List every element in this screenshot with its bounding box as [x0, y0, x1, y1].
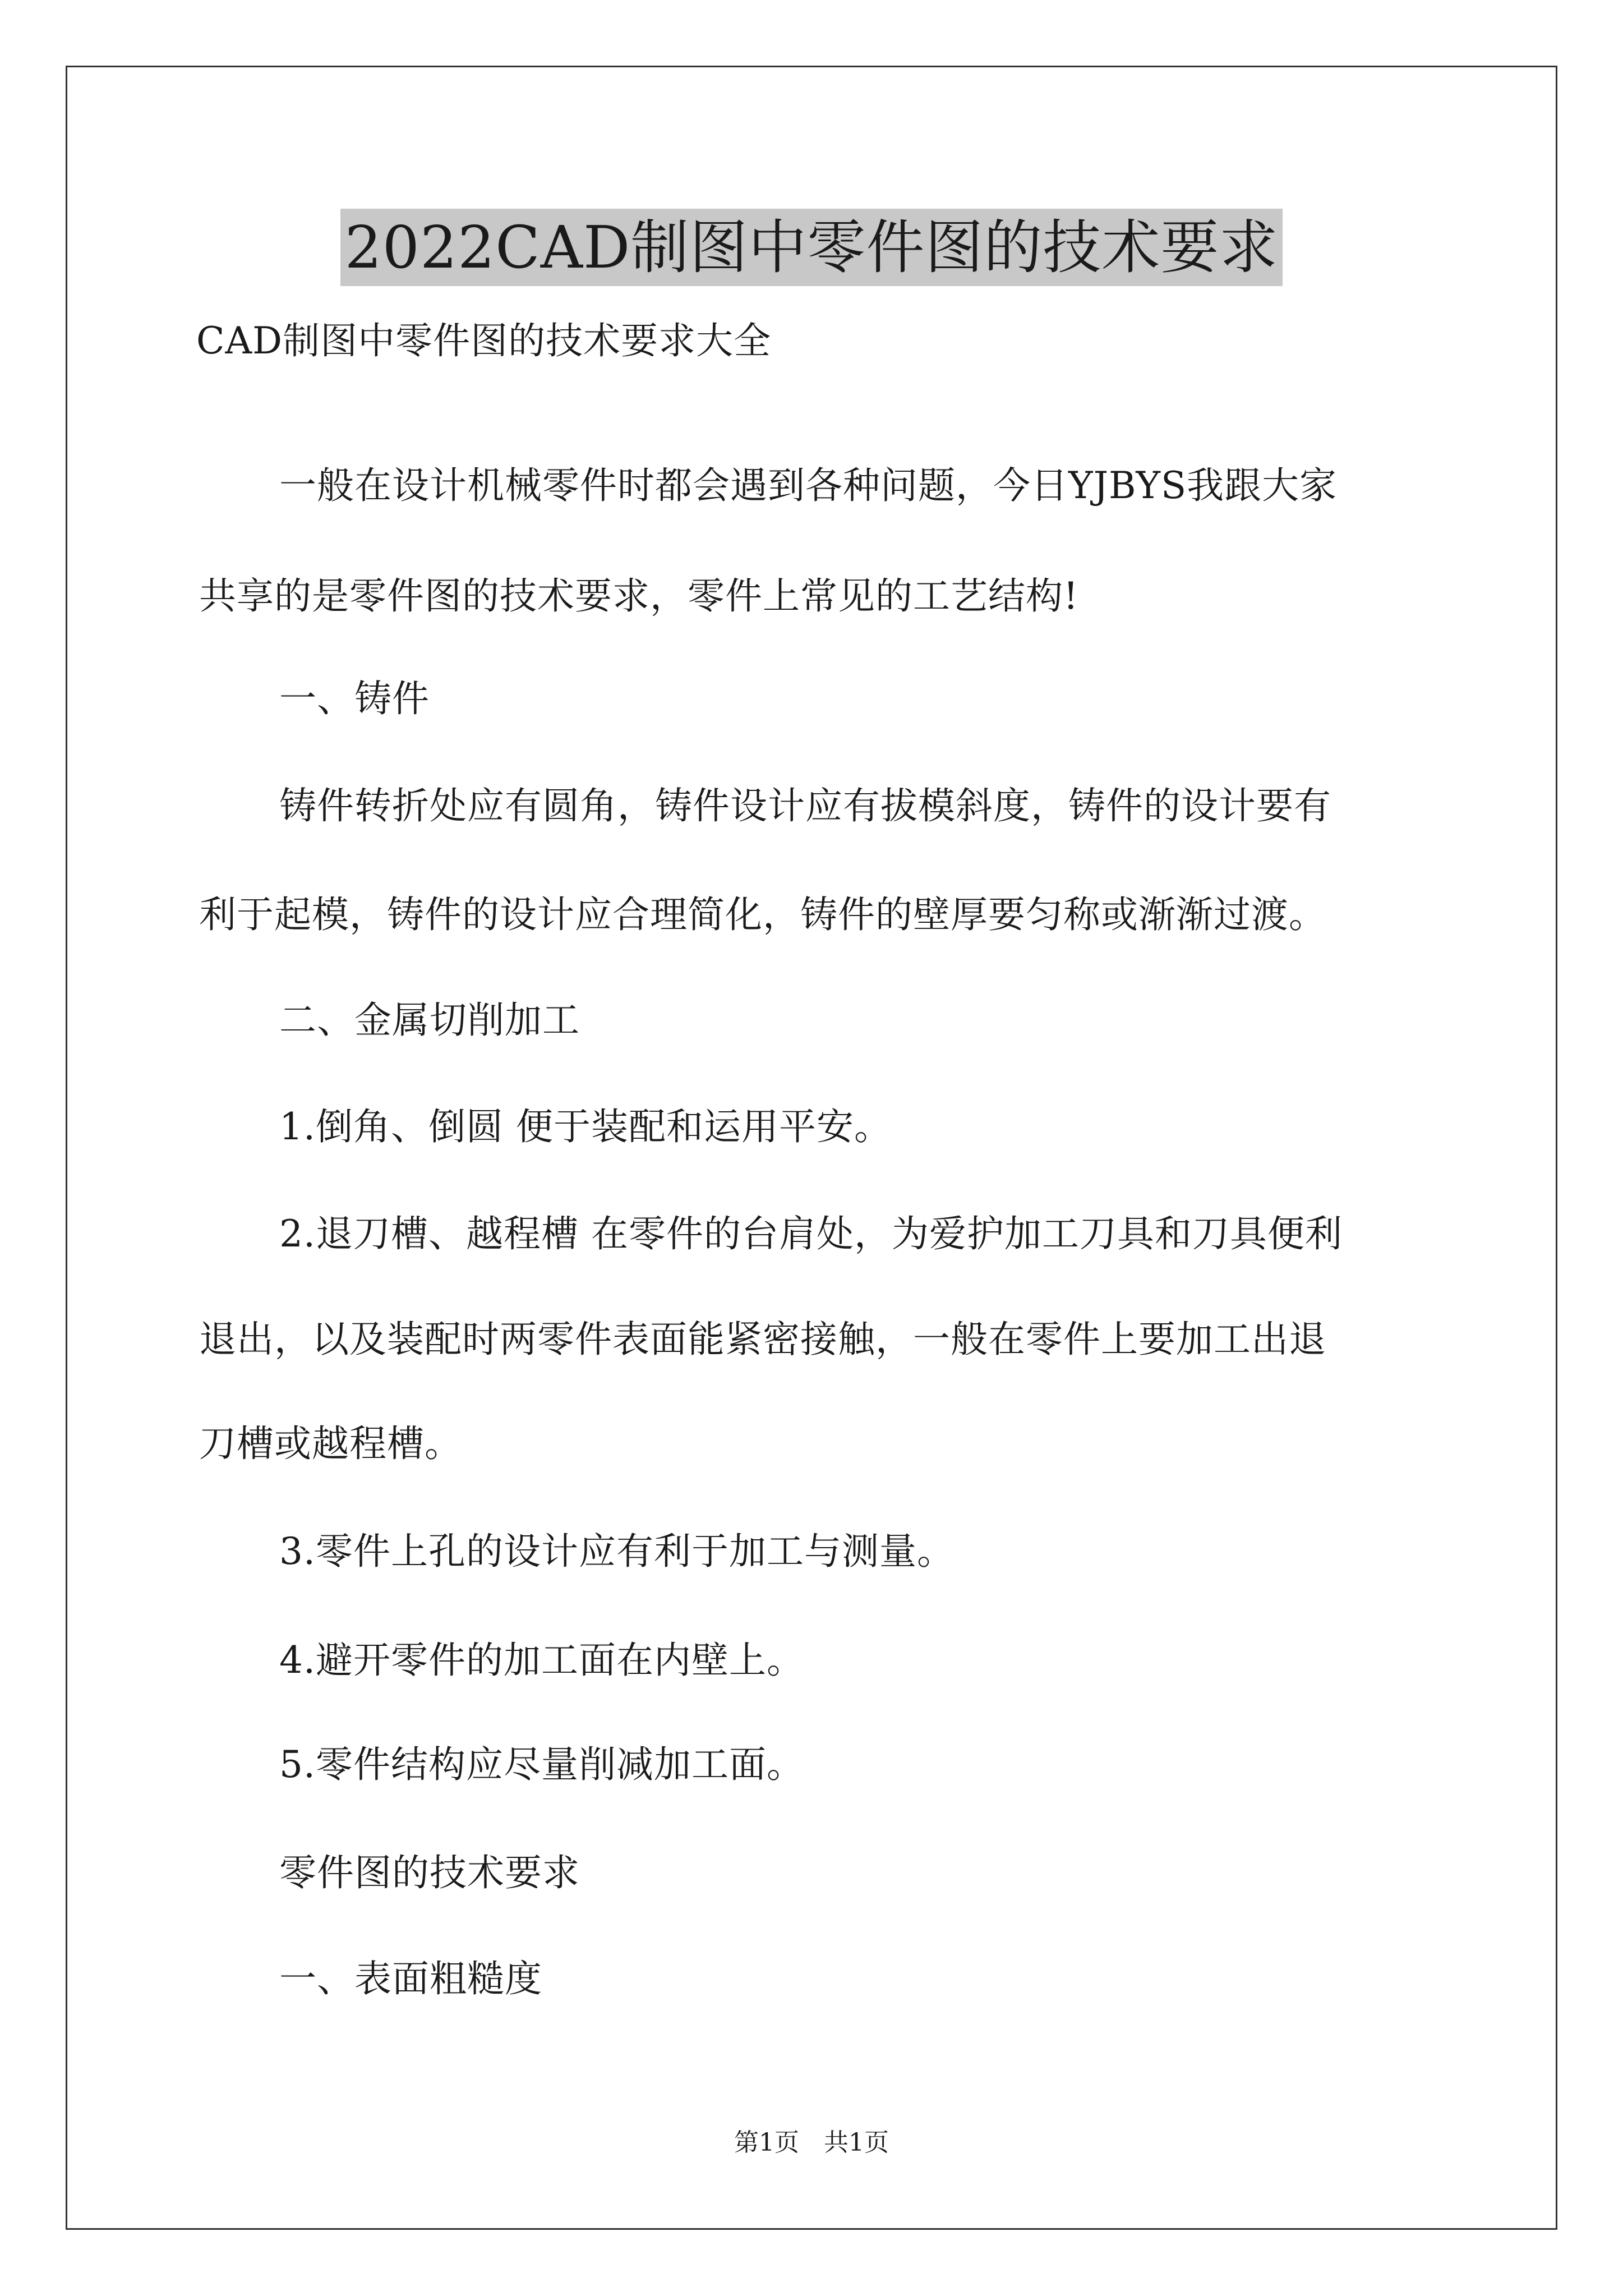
document-subtitle: CAD制图中零件图的技术要求大全 — [196, 319, 772, 362]
section-heading: 零件图的技术要求 — [279, 1851, 580, 1894]
section-heading: 一、表面粗糙度 — [279, 1957, 542, 2000]
paragraph-line: 共享的是零件图的技术要求，零件上常见的工艺结构! — [199, 574, 1079, 618]
list-item: 5.零件结构应尽量削减加工面。 — [279, 1743, 804, 1786]
paragraph-line: 退出，以及装配时两零件表面能紧密接触，一般在零件上要加工出退 — [199, 1318, 1326, 1361]
title-container — [0, 209, 1623, 286]
paragraph-line: 铸件转折处应有圆角，铸件设计应有拔模斜度，铸件的设计要有 — [279, 784, 1331, 827]
page-number-footer: 第1页 共1页 — [734, 2128, 889, 2157]
list-item: 1.倒角、倒圆 便于装配和运用平安。 — [279, 1105, 892, 1148]
paragraph-line: 利于起模，铸件的设计应合理简化，铸件的壁厚要匀称或渐渐过渡。 — [199, 893, 1326, 936]
list-item: 3.零件上孔的设计应有利于加工与测量。 — [279, 1530, 955, 1573]
list-item: 4.避开零件的加工面在内壁上。 — [279, 1639, 804, 1682]
paragraph-line: 刀槽或越程槽。 — [199, 1422, 462, 1465]
paragraph-line: 一般在设计机械零件时都会遇到各种问题，今日YJBYS我跟大家 — [279, 464, 1338, 507]
list-item: 2.退刀槽、越程槽 在零件的台肩处，为爱护加工刀具和刀具便利 — [279, 1212, 1343, 1255]
document-title: 2022CAD制图中零件图的技术要求 — [340, 209, 1283, 286]
section-heading: 二、金属切削加工 — [279, 999, 580, 1042]
section-heading: 一、铸件 — [279, 677, 430, 720]
